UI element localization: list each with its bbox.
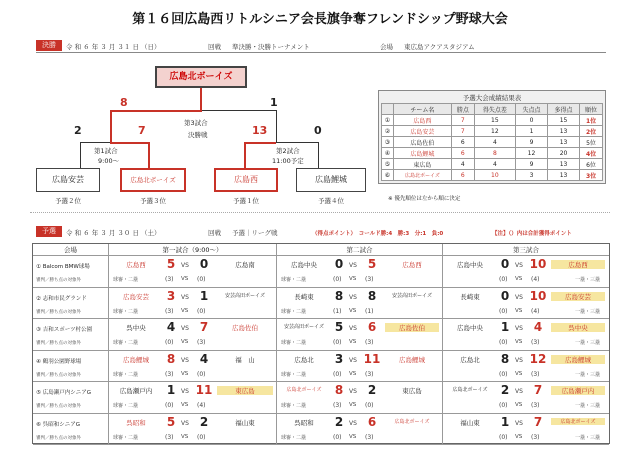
col-header-game3: 第三試合 (443, 244, 609, 256)
prelim-note2: 【注】（）内は合計獲得ポイント (492, 231, 572, 237)
away-score: 5 (367, 257, 377, 271)
home-score: 1 (500, 414, 510, 429)
away-points: (3) (197, 339, 206, 346)
semi2-left-score: 13 (252, 124, 268, 137)
home-points: (0) (499, 339, 508, 346)
bracket-line (200, 88, 202, 110)
away-points: (0) (197, 276, 206, 283)
away-points: (3) (365, 276, 374, 283)
bracket-line (110, 142, 150, 144)
away-points: (3) (531, 433, 540, 441)
vs-sub: VS (349, 276, 357, 282)
away-score: 12 (529, 351, 547, 366)
prelim-round-label: 回戦 (208, 229, 221, 237)
final-game-name: 決勝戦 (188, 131, 208, 139)
home-points: (0) (499, 433, 508, 441)
home-score: 1 (166, 383, 176, 397)
venue-name: ⑥ 呉昭和シニアG (36, 421, 80, 428)
prelim-grid (32, 243, 610, 444)
home-score: 8 (166, 351, 176, 366)
home-score: 8 (334, 288, 344, 303)
vs-label: VS (515, 293, 523, 301)
bracket-line (318, 142, 319, 168)
home-team: 広島北ボーイズ (286, 387, 322, 393)
home-score: 5 (166, 414, 176, 429)
vs-label: VS (349, 388, 357, 395)
away-points: (4) (531, 307, 540, 315)
bracket-team: 広島西 (214, 168, 278, 192)
away-score: 10 (529, 257, 547, 271)
prelim-date: 令 和 ６ 年 ３ 月 ３０ 日 （土） (66, 229, 161, 237)
away-team: 広島南 (235, 261, 255, 269)
vs-sub: VS (349, 339, 357, 345)
away-score: 11 (195, 383, 213, 397)
away-score: 7 (199, 320, 209, 334)
away-points: (3) (365, 433, 374, 441)
vs-label: VS (181, 293, 189, 301)
away-umpire: 一塁・三塁 (575, 403, 601, 409)
game-cell (109, 319, 277, 351)
away-score: 6 (367, 320, 377, 334)
results-table (381, 103, 603, 181)
home-points: (0) (333, 339, 342, 346)
home-umpire: 球審・二塁 (281, 277, 307, 283)
away-score: 8 (367, 288, 377, 303)
away-umpire: 一塁・三塁 (575, 277, 601, 283)
home-score: 0 (500, 288, 510, 303)
vs-label: VS (349, 293, 357, 301)
results-title: 予選大会成績結果表 (462, 94, 522, 102)
game-cell (443, 414, 609, 446)
game-cell (443, 319, 609, 351)
bracket-team-note: 予選３位 (140, 197, 166, 205)
away-score: 2 (199, 414, 209, 429)
away-points: (3) (531, 402, 540, 409)
results-header: 勝点 (451, 104, 474, 115)
home-team: 長崎東 (460, 292, 480, 301)
vs-sub: VS (515, 307, 523, 314)
away-points: (4) (531, 276, 540, 283)
bracket-line (276, 142, 318, 143)
away-team: 広島安芸 (551, 292, 605, 301)
venue-cell (33, 288, 109, 320)
results-header: 失点点 (515, 104, 547, 115)
venue-cell (33, 351, 109, 383)
away-umpire: 一塁・三塁 (575, 308, 601, 315)
game-cell (109, 382, 277, 414)
results-panel (378, 90, 606, 184)
away-team: 呉中央 (551, 323, 605, 332)
away-score: 10 (529, 288, 547, 303)
vs-sub: VS (515, 276, 523, 282)
home-points: (0) (499, 402, 508, 409)
away-score: 11 (363, 351, 381, 366)
prelim-tag: 予選 (36, 226, 62, 237)
final-venue-label: 会場 (380, 43, 393, 51)
bracket-team-note: 予選４位 (318, 197, 344, 205)
final-round-label: 回戦 (208, 43, 221, 51)
home-team: 広島安芸 (123, 292, 149, 301)
away-score: 2 (367, 383, 377, 397)
results-row: ③ 広島佐伯 6 4 9 13 5位 (382, 137, 603, 148)
home-points: (1) (333, 307, 342, 315)
bracket-line (80, 142, 110, 143)
home-score: 5 (334, 320, 344, 334)
away-umpire: 一塁・三塁 (575, 340, 601, 346)
venue-sub: 審判／勝ち点の対象外 (36, 309, 81, 315)
home-points: (0) (165, 339, 174, 346)
venue-name: ④ 鶴羽公園野球場 (36, 358, 82, 365)
game-cell (443, 288, 609, 320)
bracket-team-note: 予選１位 (233, 197, 259, 205)
game-cell (109, 414, 277, 446)
away-score: 4 (533, 320, 543, 334)
away-team: 安芸高田ボーイズ (225, 292, 265, 299)
bracket-line (110, 110, 112, 142)
results-row: ② 広島安芸 7 12 1 13 2位 (382, 126, 603, 137)
home-score: 8 (334, 383, 344, 397)
home-points: (0) (165, 402, 174, 409)
away-team: 広島西 (402, 261, 422, 269)
home-team: 広島瀬戸内 (119, 387, 153, 395)
bracket-team: 広島鯉城 (296, 168, 366, 192)
home-score: 2 (334, 414, 344, 429)
game-cell (443, 351, 609, 383)
home-score: 0 (334, 257, 344, 271)
semi2-right-score: 0 (314, 124, 322, 137)
results-header-row (382, 104, 603, 115)
venue-name: ⑤ 広島瀬戸内シニアG (36, 390, 91, 396)
home-team: 広島中央 (457, 261, 483, 269)
home-team: 広島北 (294, 355, 314, 364)
home-score: 3 (166, 288, 176, 303)
home-umpire: 球審・二塁 (113, 277, 139, 283)
away-team: 広島瀬戸内 (551, 386, 605, 395)
semi2-time: 11:00予定 (272, 157, 304, 165)
results-header: 多得点 (548, 104, 580, 115)
game-cell (277, 319, 443, 351)
home-points: (0) (333, 370, 342, 378)
away-team: 福山東 (235, 418, 255, 427)
home-umpire: 球審・二塁 (113, 403, 139, 409)
vs-sub: VS (515, 402, 523, 408)
bracket-line (80, 142, 81, 168)
game-cell (109, 256, 277, 288)
home-score: 2 (500, 383, 510, 397)
away-points: (3) (531, 370, 540, 378)
home-points: (0) (499, 276, 508, 283)
semi1-right-score: 7 (138, 124, 146, 137)
col-header-game2: 第二試合 (277, 244, 443, 256)
vs-sub: VS (515, 433, 523, 440)
game-cell (109, 351, 277, 383)
final-venue: 東広島アクアスタジアム (404, 43, 475, 51)
vs-label: VS (515, 419, 523, 427)
away-score: 7 (533, 414, 543, 429)
home-points: (3) (165, 276, 174, 283)
home-team: 長崎東 (294, 292, 314, 301)
results-header: 順位 (580, 104, 603, 115)
vs-sub: VS (349, 370, 357, 377)
away-points: (0) (197, 307, 206, 315)
results-header: チーム名 (394, 104, 452, 115)
bracket-line (110, 110, 202, 112)
home-team: 福山東 (460, 418, 480, 427)
vs-sub: VS (181, 433, 189, 440)
game-cell (277, 256, 443, 288)
home-score: 1 (500, 320, 510, 334)
vs-sub: VS (181, 276, 189, 282)
venue-sub: 審判／勝ち点の対象外 (36, 278, 81, 283)
vs-sub: VS (349, 433, 357, 440)
col-header-game1: 第一試合（9:00〜） (109, 244, 277, 256)
home-points: (3) (165, 307, 174, 315)
home-score: 8 (500, 351, 510, 366)
final-date: 令 和 ６ 年 ３ 月 ３１ 日 （日） (66, 43, 161, 51)
away-team: 広島鯉城 (399, 355, 425, 364)
vs-sub: VS (181, 402, 189, 408)
semi1-time: 9:00〜 (98, 157, 120, 165)
away-score: 0 (199, 257, 209, 271)
home-score: 5 (166, 257, 176, 271)
home-team: 呉中央 (126, 324, 146, 332)
home-team: 広島中央 (291, 261, 317, 269)
home-points: (0) (499, 370, 508, 378)
away-umpire: 一塁・三塁 (575, 434, 601, 441)
bracket-line (244, 142, 276, 144)
home-umpire: 球審・二塁 (113, 434, 139, 441)
vs-label: VS (181, 419, 189, 427)
away-points: (0) (365, 402, 374, 409)
vs-sub: VS (181, 339, 189, 345)
vs-label: VS (515, 356, 523, 364)
home-points: (0) (499, 307, 508, 315)
venue-sub: 審判／勝ち点の対象外 (36, 341, 81, 346)
vs-label: VS (181, 388, 189, 395)
home-team: 広島中央 (457, 324, 483, 332)
home-team: 広島西 (126, 261, 146, 269)
away-team: 広島鯉城 (551, 355, 605, 364)
game-cell (277, 382, 443, 414)
home-score: 0 (500, 257, 510, 271)
venue-cell (33, 319, 109, 351)
final-header-underline (36, 52, 606, 53)
col-header-venue: 会場 (33, 244, 109, 256)
home-team: 呉昭和 (126, 418, 146, 427)
venue-name: ① Balcom BMW球場 (36, 264, 90, 270)
champion-box: 広島北ボーイズ (155, 66, 247, 88)
final-game-label: 第3試合 (184, 119, 208, 127)
away-score: 1 (199, 288, 209, 303)
home-umpire: 球審・二塁 (281, 434, 307, 441)
vs-sub: VS (515, 339, 523, 345)
vs-label: VS (515, 262, 523, 269)
away-team: 安芸高田ボーイズ (392, 292, 432, 299)
home-team: 呉昭和 (294, 418, 314, 427)
venue-cell (33, 256, 109, 288)
away-points: (3) (365, 370, 374, 378)
game-cell (277, 351, 443, 383)
page-title: 第１６回広島西リトルシニア会長旗争奪フレンドシップ野球大会 (132, 12, 508, 27)
home-points: (3) (165, 370, 174, 378)
section-divider (30, 212, 610, 213)
home-score: 4 (166, 320, 176, 334)
home-points: (3) (165, 433, 174, 441)
vs-label: VS (515, 325, 523, 332)
venue-name: ② 志和市民グランド (36, 295, 87, 302)
bracket-team: 広島北ボーイズ (120, 168, 186, 192)
away-umpire: 一塁・三塁 (575, 371, 601, 378)
home-umpire: 球審・二塁 (113, 340, 139, 346)
vs-label: VS (181, 262, 189, 269)
final-left-score: 8 (120, 96, 128, 109)
away-score: 7 (533, 383, 543, 397)
vs-sub: VS (349, 402, 357, 408)
vs-label: VS (181, 356, 189, 364)
away-team: 東広島 (217, 386, 273, 395)
home-team: 広島北 (460, 355, 480, 364)
away-points: (0) (197, 433, 206, 441)
venue-cell (33, 382, 109, 414)
away-points: (3) (531, 339, 540, 346)
home-umpire: 球審・二塁 (281, 340, 307, 346)
away-score: 6 (367, 414, 377, 429)
vs-label: VS (349, 419, 357, 427)
away-points: (1) (365, 307, 374, 315)
bracket-team: 広島安芸 (36, 168, 100, 192)
results-header: 得失点差 (474, 104, 515, 115)
home-points: (0) (333, 433, 342, 441)
final-round: 準決勝・決勝トーナメント (232, 43, 310, 51)
venue-cell (33, 414, 109, 446)
game-cell (277, 288, 443, 320)
away-team: 広島佐伯 (232, 324, 258, 332)
home-points: (3) (333, 402, 342, 409)
final-tag: 決勝 (36, 40, 62, 51)
home-umpire: 球審・二塁 (113, 308, 139, 315)
home-umpire: 球審・二塁 (281, 403, 307, 409)
game-cell (443, 256, 609, 288)
vs-label: VS (515, 388, 523, 395)
home-umpire: 球審・二塁 (281, 308, 307, 315)
prelim-round: 予選｜リーグ戦 (232, 229, 278, 237)
away-points: (3) (365, 339, 374, 346)
bracket-line (148, 142, 150, 168)
home-umpire: 球審・二塁 (113, 371, 139, 378)
vs-label: VS (349, 325, 357, 332)
away-points: (0) (197, 370, 206, 378)
venue-sub: 審判／勝ち点の対象外 (36, 372, 81, 378)
game-cell (277, 414, 443, 446)
results-row: ⑥ 広島北ボーイズ 6 10 3 13 3位 (382, 170, 603, 181)
home-team: 広島鯉城 (123, 355, 149, 364)
vs-sub: VS (181, 307, 189, 314)
results-note: ※ 優先順位は左から順に決定 (388, 196, 461, 202)
prelim-points-note: （得点ポイント） コールド勝:4 勝:3 分:1 負:0 (312, 231, 444, 237)
semi1-label: 第1試合 (94, 147, 118, 155)
bracket-line (244, 142, 246, 168)
away-team: 東広島 (402, 387, 422, 395)
vs-sub: VS (515, 370, 523, 377)
bracket-line (202, 110, 276, 111)
venue-sub: 審判／勝ち点の対象外 (36, 404, 81, 409)
bracket-team-note: 予選２位 (55, 197, 81, 205)
venue-sub: 審判／勝ち点の対象外 (36, 435, 81, 441)
semi2-label: 第2試合 (276, 147, 300, 155)
game-cell (109, 288, 277, 320)
home-umpire: 球審・二塁 (281, 371, 307, 378)
results-row: ⑤ 東広島 4 4 9 13 6位 (382, 159, 603, 170)
away-team: 広島佐伯 (385, 323, 439, 332)
away-score: 4 (199, 351, 209, 366)
away-team: 広島西 (551, 260, 605, 269)
results-row: ① 広島西 7 15 0 15 1位 (382, 115, 603, 126)
home-team: 広島北ボーイズ (452, 387, 488, 393)
vs-sub: VS (181, 370, 189, 377)
bracket-line (276, 110, 277, 142)
home-team: 安芸高田ボーイズ (284, 324, 324, 330)
away-team: 福 山 (235, 355, 255, 364)
away-team: 広島北ボーイズ (551, 418, 605, 425)
final-right-score: 1 (270, 96, 278, 109)
home-score: 3 (334, 351, 344, 366)
away-points: (4) (197, 402, 206, 409)
away-team: 広島北ボーイズ (394, 418, 430, 425)
vs-label: VS (349, 262, 357, 269)
home-points: (0) (333, 276, 342, 283)
vs-sub: VS (349, 307, 357, 314)
vs-label: VS (349, 356, 357, 364)
venue-name: ③ 吉和スポーツ村公園 (36, 327, 92, 333)
semi1-left-score: 2 (74, 124, 82, 137)
vs-label: VS (181, 325, 189, 332)
game-cell (443, 382, 609, 414)
results-row: ④ 広島鯉城 6 8 12 20 4位 (382, 148, 603, 159)
